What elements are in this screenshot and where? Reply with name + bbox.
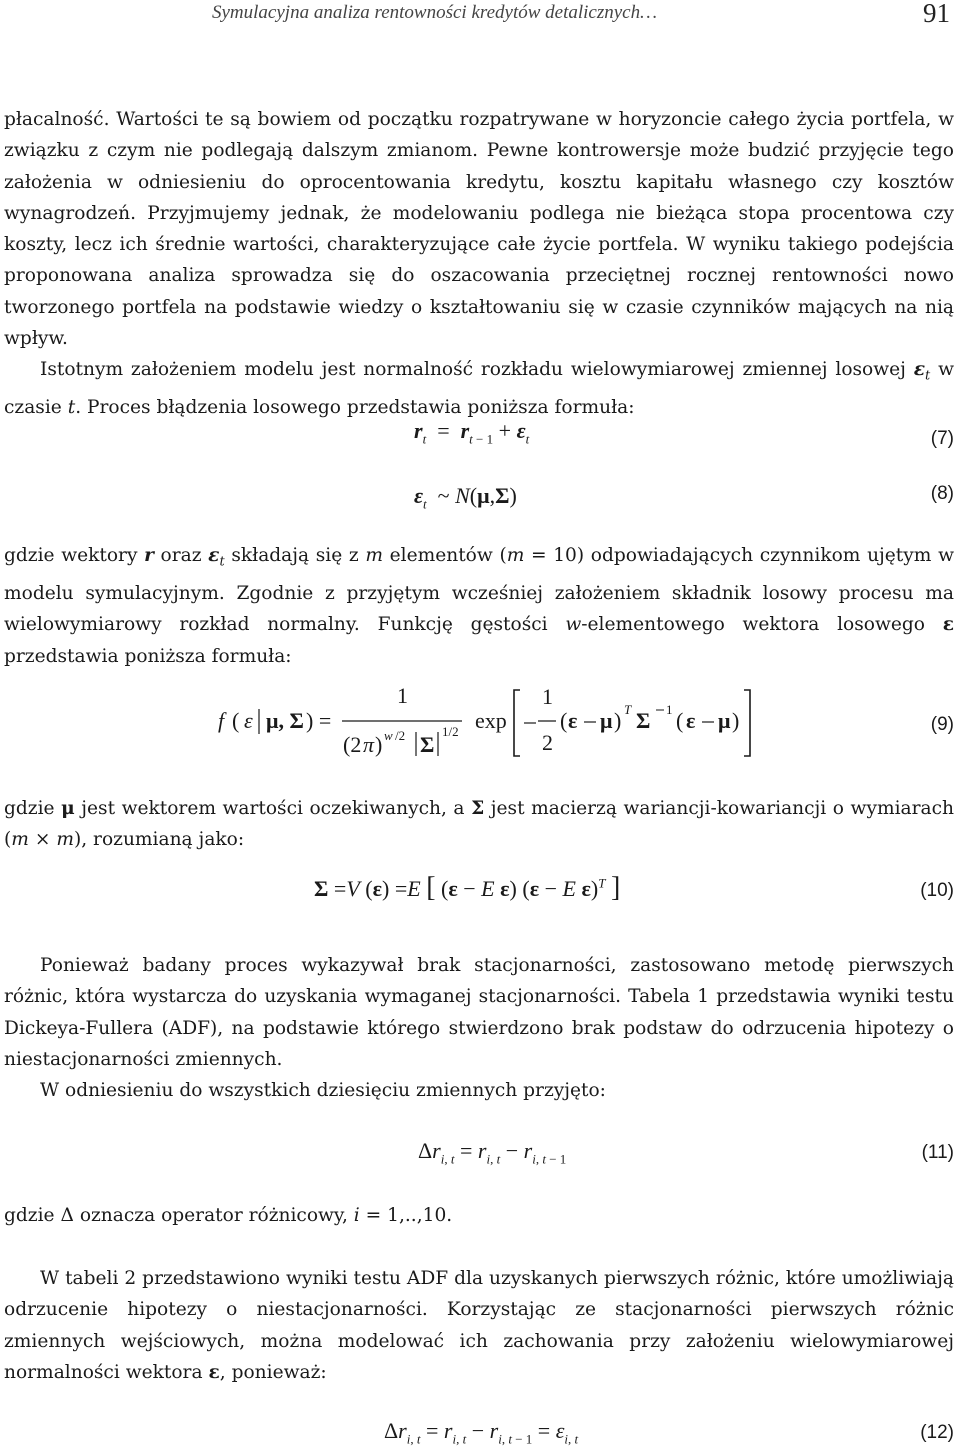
svg-text:) =: ) = — [306, 708, 332, 733]
paragraph-7: gdzie Δ oznacza operator różnicowy, i = 1,..,10. — [4, 1205, 453, 1226]
body-text-block-4 — [4, 950, 954, 1106]
svg-text:(: ( — [676, 708, 684, 733]
svg-text:1: 1 — [397, 683, 408, 708]
page-number: 91 — [923, 0, 950, 28]
svg-text:ε: ε — [568, 708, 578, 733]
equation-9-number: (9) — [930, 714, 954, 735]
equation-12-number: (12) — [920, 1422, 954, 1443]
svg-text:ε: ε — [244, 708, 253, 733]
svg-text:(: ( — [232, 708, 240, 733]
svg-text:1: 1 — [542, 684, 553, 709]
svg-text:μ, Σ: μ, Σ — [266, 708, 304, 733]
svg-text:π: π — [363, 732, 375, 757]
svg-text:1/2: 1/2 — [442, 724, 459, 739]
svg-text:T: T — [624, 702, 632, 717]
equation-7-formula: $r_t = r_{t - 1} + \varepsilon_t$ — [414, 418, 530, 447]
paragraph-8: W tabeli 2 przedstawiono wyniki testu ADF dla uzyskanych pierwszych różnic, które umożliwiają odrzucenie hipotezy o niestacjonarności. Korzystając ze stacjonarności pierwszych różnic zmiennych wejściowych, można modelować ich zachowania przy założeniu wielowymiarowej normalności wektora ε, ponieważ: — [4, 1268, 954, 1383]
svg-text:): ) — [614, 708, 622, 733]
body-text-block-2 — [4, 540, 954, 672]
svg-text:(: ( — [560, 708, 568, 733]
body-text-block-3 — [4, 793, 954, 856]
svg-text:): ) — [375, 732, 383, 757]
paragraph-1: płacalność. Wartości te są bowiem od początku rozpatrywane w horyzoncie całego życia portfela, w związku z czym nie podlegają dalszym zmianom. Pewne kontrowersje może budzić przyjęcie tego założenia w odniesieniu do oprocentowania kredytu, kosztu kapitału własnego czy kosztów wynagrodzeń. Przyjmujemy jednak, że modelowaniu podlega nie bieżąca stopa procentowa czy koszty, lecz ich średnie wartości, charakteryzujące całe życie portfela. W wyniku takiego podejścia proponowana analiza sprowadza się do oszacowania przeciętnej rocznej rentowności nowo tworzonego portfela na podstawie wiedzy o kształtowaniu się w czasie czynników mających na nią wpływ. — [4, 109, 954, 350]
svg-text:Σ: Σ — [636, 708, 651, 733]
svg-text:): ) — [732, 708, 740, 733]
body-text-block-5 — [4, 1200, 954, 1231]
equation-11-formula: $\Delta r_{i, t} = r_{i, t} - r_{i, t - 1}$ — [418, 1138, 567, 1167]
equation-9-formula — [0, 676, 960, 766]
paragraph-3: gdzie wektory r oraz $\varepsilon_t$ składają się z m elementów (m = 10) odpowiadających czynnikom ujętym w modelu symulacyjnym. Zgodnie z przyjętym wcześniej założeniem składnik losowy procesu ma wielowymiarowy rozkład normalny. Funkcję gęstości w-elementowego wektora losowego ε przedstawia poniższa formuła: — [4, 545, 954, 667]
paragraph-2: Istotnym założeniem modelu jest normalność rozkładu wielowymiarowej zmiennej losowej $\varepsilon_t$ w czasie t. Proces błądzenia losowego przedstawia poniższa formuła: — [4, 359, 954, 419]
svg-text:f: f — [218, 708, 225, 733]
svg-text:w: w — [384, 728, 393, 743]
equation-11-number: (11) — [921, 1142, 954, 1163]
svg-text:μ: μ — [600, 708, 613, 733]
svg-text:Σ: Σ — [420, 732, 435, 757]
paragraph-6: W odniesieniu do wszystkich dziesięciu zmiennych przyjęto: — [40, 1080, 606, 1102]
running-title: Symulacyjna analiza rentowności kredytów detalicznych… — [212, 2, 658, 23]
svg-text:μ: μ — [718, 708, 731, 733]
body-text-block-6 — [4, 1263, 954, 1388]
page-header — [0, 0, 960, 40]
equation-10-formula: Σ =V (ε) =E [ (ε − E ε) (ε − E ε)$^T$ ] — [314, 872, 621, 903]
paragraph-4: gdzie μ jest wektorem wartości oczekiwanych, a Σ jest macierzą wariancji-kowariancji o wymiarach (m × m), rozumianą jako: — [4, 798, 954, 851]
body-text-block-1 — [4, 104, 954, 424]
paragraph-5: Ponieważ badany proces wykazywał brak stacjonarności, zastosowano metodę pierwszych różnic, która wystarcza do uzyskania wymaganej stacjonarności. Tabela 1 przedstawia wyniki testu Dickeya-Fullera (ADF), na podstawie którego stwierdzono brak podstaw do odrzucenia hipotezy o niestacjonarności zmiennych. — [4, 955, 954, 1070]
svg-text:2: 2 — [542, 730, 553, 755]
svg-text:/2: /2 — [395, 728, 406, 743]
equation-7-number: (7) — [930, 428, 954, 449]
svg-text:ε: ε — [686, 708, 696, 733]
equation-12-formula: $\Delta r_{i, t} = r_{i, t} - r_{i, t - 1} = \varepsilon_{i, t}$ — [384, 1418, 579, 1447]
svg-text:(2: (2 — [343, 732, 362, 757]
svg-text:exp: exp — [475, 708, 507, 733]
equation-8-number: (8) — [930, 483, 954, 504]
equation-8-formula: $\varepsilon_t$ ~ N(μ,Σ) — [414, 483, 517, 512]
svg-text:1: 1 — [666, 702, 673, 717]
equation-10-number: (10) — [920, 880, 954, 901]
